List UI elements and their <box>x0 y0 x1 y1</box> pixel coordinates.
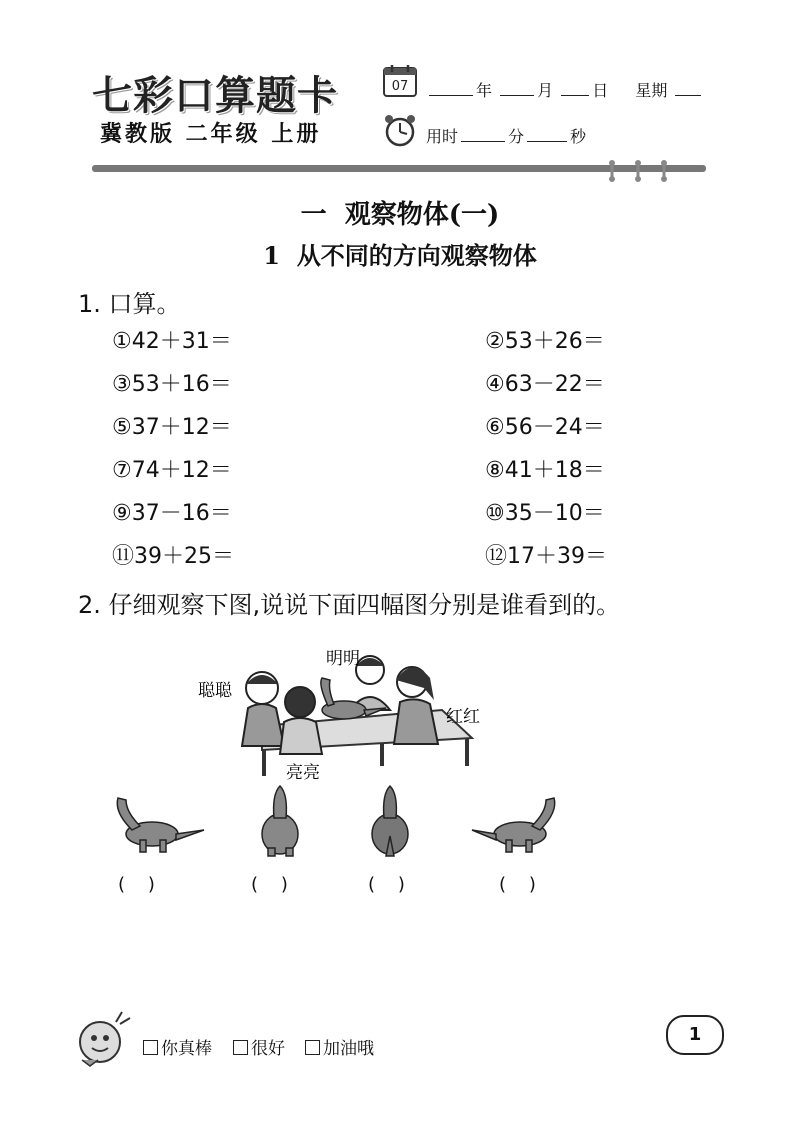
name-honghong: 红红 <box>446 707 480 727</box>
time-fill-line[interactable]: 用时 分 秒 <box>426 127 587 146</box>
problem-2[interactable]: ②53＋26＝ <box>485 329 605 354</box>
page-number: 1 <box>666 1015 724 1055</box>
name-congcong: 聪聪 <box>198 681 232 701</box>
answer-blank-1[interactable]: ( ) <box>118 874 155 895</box>
answer-blank-3[interactable]: ( ) <box>368 874 405 895</box>
observation-illustration <box>112 626 562 858</box>
problem-5[interactable]: ⑤37＋12＝ <box>112 415 232 440</box>
checkbox-icon[interactable] <box>233 1040 248 1055</box>
rating-good[interactable]: 很好 <box>233 1034 285 1059</box>
problem-7[interactable]: ⑦74＋12＝ <box>112 458 232 483</box>
problem-9[interactable]: ⑨37－16＝ <box>112 501 232 526</box>
problem-6[interactable]: ⑥56－24＝ <box>485 415 605 440</box>
problem-3[interactable]: ③53＋16＝ <box>112 372 232 397</box>
brand-title: 七彩口算题卡 <box>92 72 338 119</box>
section-title: 1 从不同的方向观察物体 <box>263 241 537 270</box>
mascot-icon <box>70 1008 134 1070</box>
answer-blank-4[interactable]: ( ) <box>499 874 536 895</box>
answer-blank-2[interactable]: ( ) <box>251 874 288 895</box>
checkbox-icon[interactable] <box>305 1040 320 1055</box>
rating-keep-going[interactable]: 加油哦 <box>305 1034 374 1059</box>
problem-12[interactable]: ⑫17＋39＝ <box>485 544 607 569</box>
problem-11[interactable]: ⑪39＋25＝ <box>112 544 234 569</box>
rating-excellent[interactable]: 你真棒 <box>143 1034 212 1059</box>
problem-8[interactable]: ⑧41＋18＝ <box>485 458 605 483</box>
edition-subtitle: 冀教版 二年级 上册 <box>100 122 322 147</box>
unit-title: 一 观察物体(一) <box>300 200 500 230</box>
checkbox-icon[interactable] <box>143 1040 158 1055</box>
name-liangliang: 亮亮 <box>286 763 320 783</box>
problem-1[interactable]: ①42＋31＝ <box>112 329 232 354</box>
alarm-clock-icon <box>382 112 418 148</box>
calendar-day: 07 <box>391 79 409 94</box>
problem-4[interactable]: ④63－22＝ <box>485 372 605 397</box>
question-1-title: 1. 口算。 <box>78 290 181 318</box>
calendar-icon <box>382 64 418 98</box>
date-fill-line[interactable]: 年 月 日 星期 <box>426 78 704 101</box>
decorative-pins <box>598 157 678 183</box>
problem-10[interactable]: ⑩35－10＝ <box>485 501 605 526</box>
question-2-title: 2. 仔细观察下图,说说下面四幅图分别是谁看到的。 <box>78 591 621 619</box>
name-mingming: 明明 <box>326 649 360 669</box>
